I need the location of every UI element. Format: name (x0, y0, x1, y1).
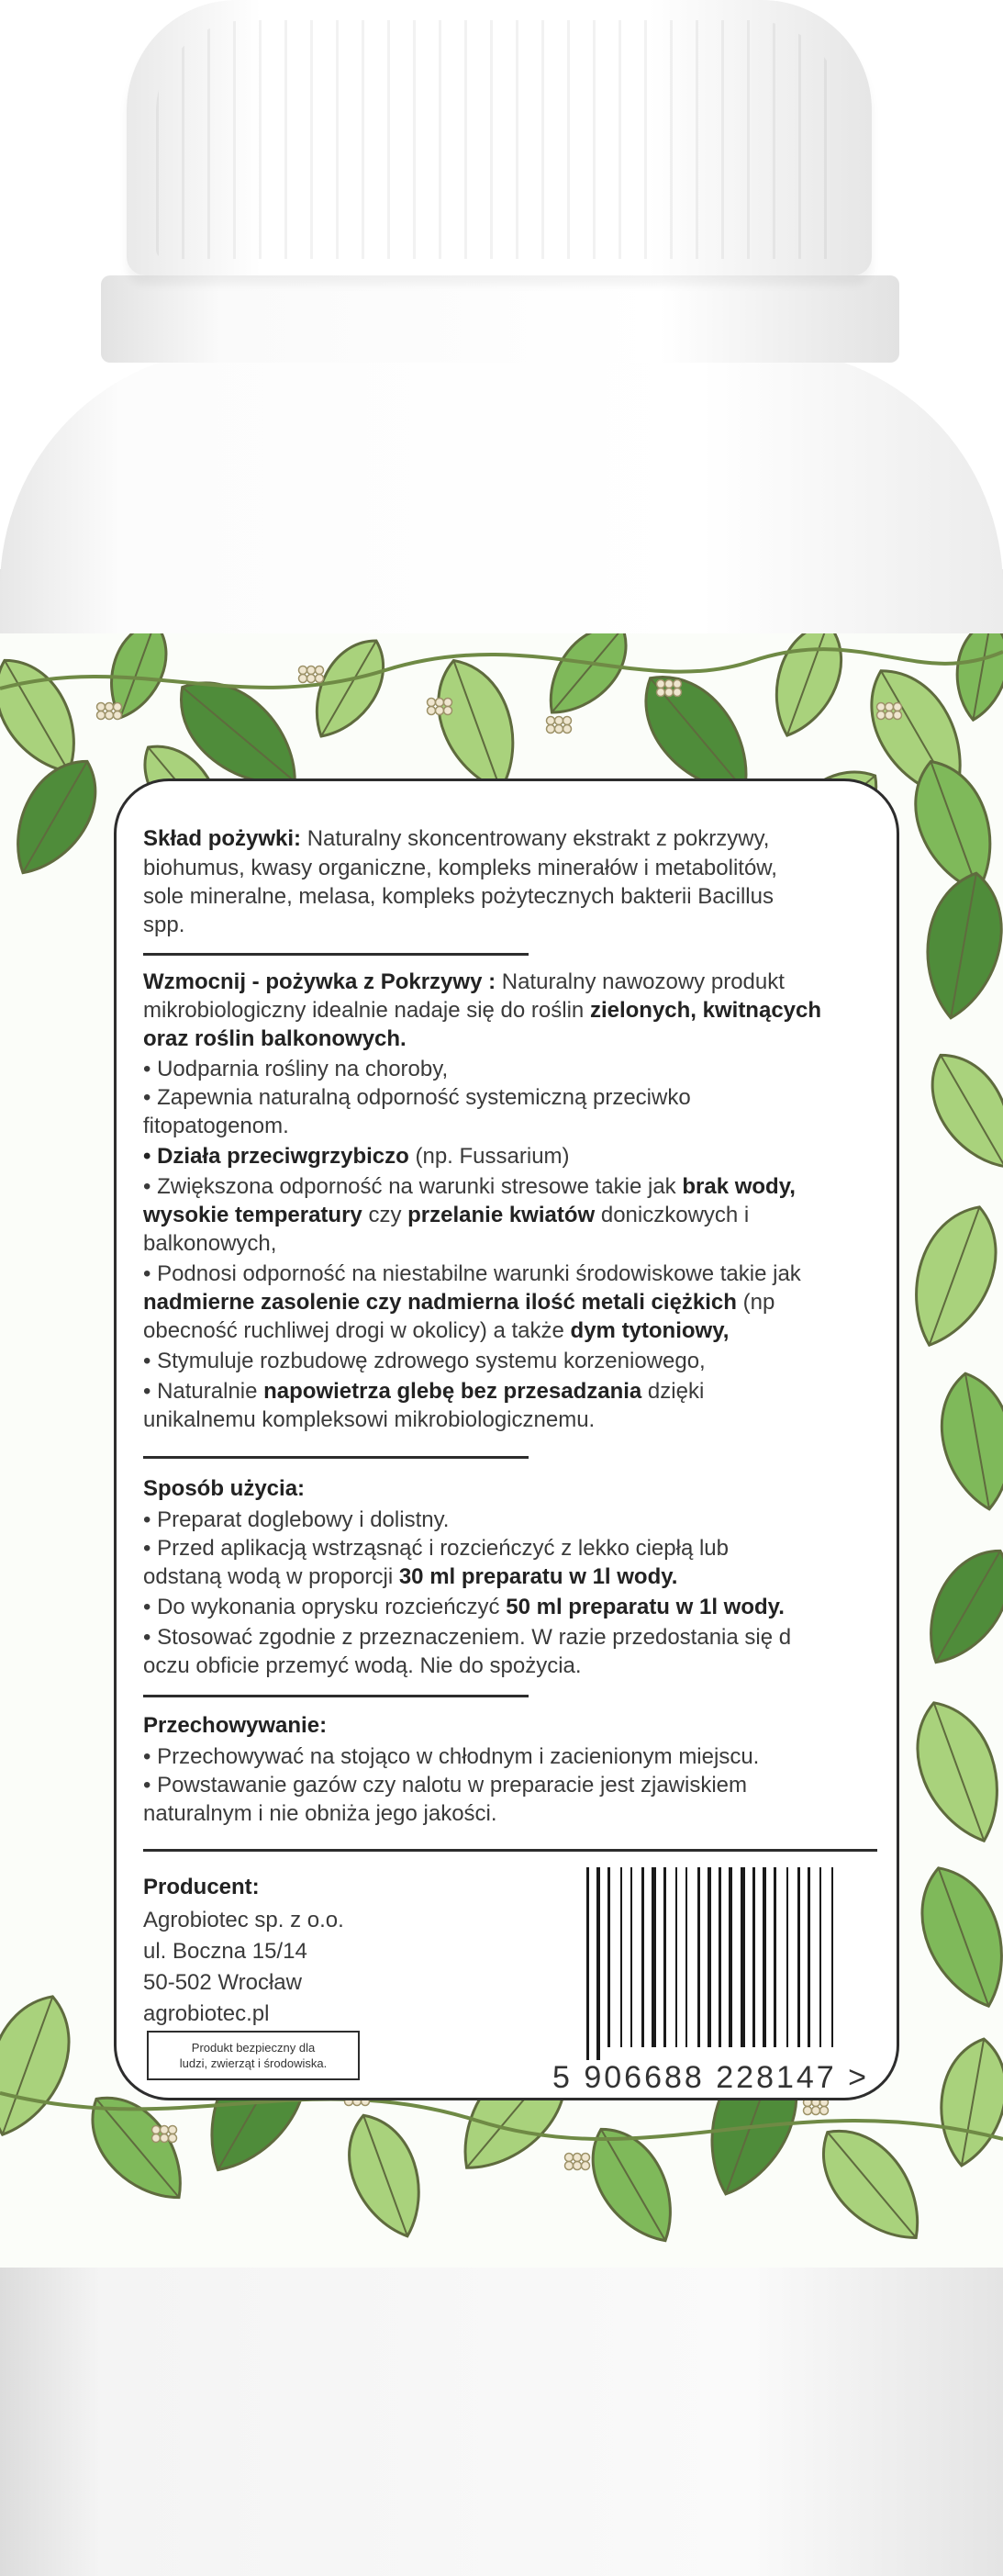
sklad-heading: Skład pożywki: (143, 826, 302, 851)
sposob-bullet-3: • Do wykonania oprysku rozcieńczyć 50 ml preparatu w 1l wody. (143, 1595, 785, 1619)
nettle-seed (436, 699, 444, 707)
nettle-seed (316, 675, 324, 683)
nettle-seed (152, 2134, 161, 2143)
producent-street: ul. Boczna 15/14 (143, 1939, 307, 1964)
sklad-line-1: Skład pożywki: Naturalny skoncentrowany ekstrakt z pokrzywy, (143, 826, 770, 851)
przech-bullet-1: • Przechowywać na stojąco w chłodnym i zacienionym miejscu. (143, 1744, 760, 1769)
sklad-line-3: sole mineralne, melasa, kompleks pożytecznych bakterii Bacillus (143, 884, 774, 909)
nettle-seed (152, 2126, 161, 2134)
cap-band (101, 275, 899, 363)
nettle-seed (106, 711, 114, 720)
nettle-seed (436, 707, 444, 715)
barcode-bar (663, 1867, 666, 2047)
nettle-seed (565, 2162, 574, 2170)
wzmocnij-bullet-4a: • Zwiększona odporność na warunki stresowe takie jak brak wody, (143, 1174, 796, 1199)
nettle-seed (582, 2154, 590, 2162)
leaf (949, 633, 1003, 724)
leaf (896, 1194, 1003, 1357)
leaf (916, 867, 1003, 1024)
bottle-base (0, 2240, 1003, 2576)
barcode-bar (607, 1867, 610, 2047)
cap-ridges (156, 20, 842, 259)
producent-website: agrobiotec.pl (143, 2001, 270, 2026)
nettle-seed (877, 711, 886, 720)
nettle-seed (894, 703, 902, 711)
wzmocnij-bullet-2a: • Zapewnia naturalną odporność systemiczną przeciwko (143, 1085, 691, 1110)
wzmocnij-bullet-5c: obecność ruchliwej drogi w okolicy) a także dym tytoniowy, (143, 1318, 730, 1343)
wzmocnij-bullet-4c: balkonowych, (143, 1231, 277, 1256)
barcode-bar (729, 1867, 732, 2047)
nettle-seed (574, 2154, 582, 2162)
barcode-bar (641, 1867, 644, 2047)
leaf (905, 1855, 1003, 2018)
wzmocnij-line-3: oraz roślin balkonowych. (143, 1026, 407, 1051)
nettle-seed (665, 689, 674, 697)
leaf (931, 2033, 1003, 2171)
nettle-seed (114, 711, 122, 720)
nettle-seed (428, 707, 436, 715)
nettle-seed (555, 725, 563, 734)
nettle-seed (547, 717, 555, 725)
safety-badge: Produkt bezpieczny dla ludzi, zwierząt i środowiska. (147, 2031, 360, 2080)
barcode-bar (786, 1867, 788, 2047)
barcode-bar (774, 1867, 776, 2047)
bottle-shoulder (0, 349, 1003, 661)
nettle-seed (574, 2162, 582, 2170)
sposob-bullet-2b: odstaną wodą w proporcji 30 ml preparatu w 1l wody. (143, 1564, 678, 1589)
nettle-seed (674, 689, 682, 697)
nettle-seed (812, 2107, 820, 2115)
barcode-bar (808, 1867, 810, 2047)
nettle-seed (307, 666, 316, 675)
nettle-seed (665, 680, 674, 689)
barcode-bar (719, 1867, 721, 2047)
wzmocnij-line-2: mikrobiologiczny idealnie nadaje się do roślin zielonych, kwitnących (143, 998, 822, 1023)
wzmocnij-line-1: Wzmocnij - pożywka z Pokrzywy : Naturalny nawozowy produkt (143, 969, 785, 994)
nettle-seed (674, 680, 682, 689)
wzmocnij-bullet-1: • Uodparnia rośliny na choroby, (143, 1057, 449, 1081)
barcode-bar (685, 1867, 687, 2047)
nettle-seed (563, 725, 572, 734)
nettle-seed (886, 703, 894, 711)
nettle-seed (97, 703, 106, 711)
nettle-seed (886, 711, 894, 720)
nettle-seed (547, 725, 555, 734)
nettle-seed (804, 2107, 812, 2115)
nettle-seed (307, 675, 316, 683)
divider-1 (143, 953, 529, 956)
wzmocnij-bullet-2b: fitopatogenom. (143, 1114, 289, 1138)
barcode (583, 1867, 881, 2060)
barcode-bar (697, 1867, 700, 2047)
nettle-seed (106, 703, 114, 711)
sposob-heading: Sposób użycia: (143, 1476, 306, 1501)
sklad-line-4: spp. (143, 913, 185, 937)
leaf (908, 1535, 1003, 1677)
barcode-bar (652, 1867, 656, 2047)
nettle-seed (565, 2154, 574, 2162)
nettle-seed (877, 703, 886, 711)
barcode-bar (797, 1867, 800, 2047)
barcode-bar (620, 1867, 622, 2047)
nettle-seed (582, 2162, 590, 2170)
barcode-bar (819, 1867, 821, 2047)
producent-heading: Producent: (143, 1875, 260, 1899)
wzmocnij-bullet-5b: nadmierne zasolenie czy nadmierna ilość metali ciężkich (np (143, 1290, 775, 1315)
nettle-seed (169, 2126, 177, 2134)
wzmocnij-bullet-4b: wysokie temperatury czy przelanie kwiatów doniczkowych i (143, 1203, 750, 1227)
leaf (531, 633, 643, 730)
nettle-seed (657, 689, 665, 697)
barcode-bar (741, 1867, 745, 2047)
nettle-seed (114, 703, 122, 711)
nettle-seed (169, 2134, 177, 2143)
przech-heading: Przechowywanie: (143, 1713, 328, 1738)
nettle-seed (657, 680, 665, 689)
wzmocnij-bullet-6: • Stymuluje rozbudowę zdrowego systemu korzeniowego, (143, 1349, 706, 1373)
divider-4 (143, 1849, 877, 1852)
sposob-bullet-1: • Preparat doglebowy i dolistny. (143, 1507, 450, 1532)
barcode-bar (596, 1867, 600, 2060)
sposob-bullet-2a: • Przed aplikacją wstrząsnąć i rozcieńczyć z lekko ciepłą lub (143, 1536, 729, 1561)
leaf (298, 633, 400, 750)
wzmocnij-heading: Wzmocnij - pożywka z Pokrzywy : (143, 969, 496, 994)
nettle-seed (555, 717, 563, 725)
barcode-bar (763, 1867, 766, 2047)
producent-name: Agrobiotec sp. z o.o. (143, 1908, 344, 1932)
barcode-bar (708, 1867, 711, 2047)
sposob-bullet-4b: oczu obficie przemyć wodą. Nie do spożycia. (143, 1653, 582, 1678)
nettle-seed (299, 675, 307, 683)
nettle-seed (894, 711, 902, 720)
barcode-number: 5 906688 228147 > (552, 2060, 870, 2095)
barcode-bar (586, 1867, 589, 2060)
nettle-seed (161, 2134, 169, 2143)
barcode-bar (752, 1867, 755, 2047)
barcode-bar (675, 1867, 677, 2047)
nettle-seed (428, 699, 436, 707)
nettle-seed (97, 711, 106, 720)
divider-3 (143, 1695, 529, 1697)
nettle-seed (161, 2126, 169, 2134)
leaf (913, 1039, 1003, 1182)
barcode-bar (630, 1867, 632, 2047)
leaf (0, 1984, 86, 2146)
nettle-seed (820, 2107, 829, 2115)
nettle-seed (316, 666, 324, 675)
nettle-seed (563, 717, 572, 725)
nettle-seed (299, 666, 307, 675)
wzmocnij-bullet-5a: • Podnosi odporność na niestabilne warunki środowiskowe takie jak (143, 1261, 801, 1286)
wzmocnij-bullet-3: • Działa przeciwgrzybiczo (np. Fussarium) (143, 1144, 570, 1169)
nettle-seed (444, 699, 452, 707)
producent-city: 50-502 Wrocław (143, 1970, 302, 1995)
przech-bullet-2b: naturalnym i nie obniża jego jakości. (143, 1801, 497, 1826)
wzmocnij-bullet-7a: • Naturalnie napowietrza glebę bez przesadzania dzięki (143, 1379, 705, 1404)
nettle-seed (444, 707, 452, 715)
sklad-line-2: biohumus, kwasy organiczne, kompleks minerałów i metabolitów, (143, 856, 777, 880)
wzmocnij-bullet-7b: unikalnemu kompleksowi mikrobiologicznemu. (143, 1407, 596, 1432)
leaf (900, 1690, 1003, 1853)
barcode-bar (831, 1867, 833, 2047)
divider-2 (143, 1456, 529, 1459)
przech-bullet-2a: • Powstawanie gazów czy nalotu w preparacie jest zjawiskiem (143, 1773, 748, 1798)
sposob-bullet-4a: • Stosować zgodnie z przeznaczeniem. W razie przedostania się d (143, 1625, 792, 1650)
